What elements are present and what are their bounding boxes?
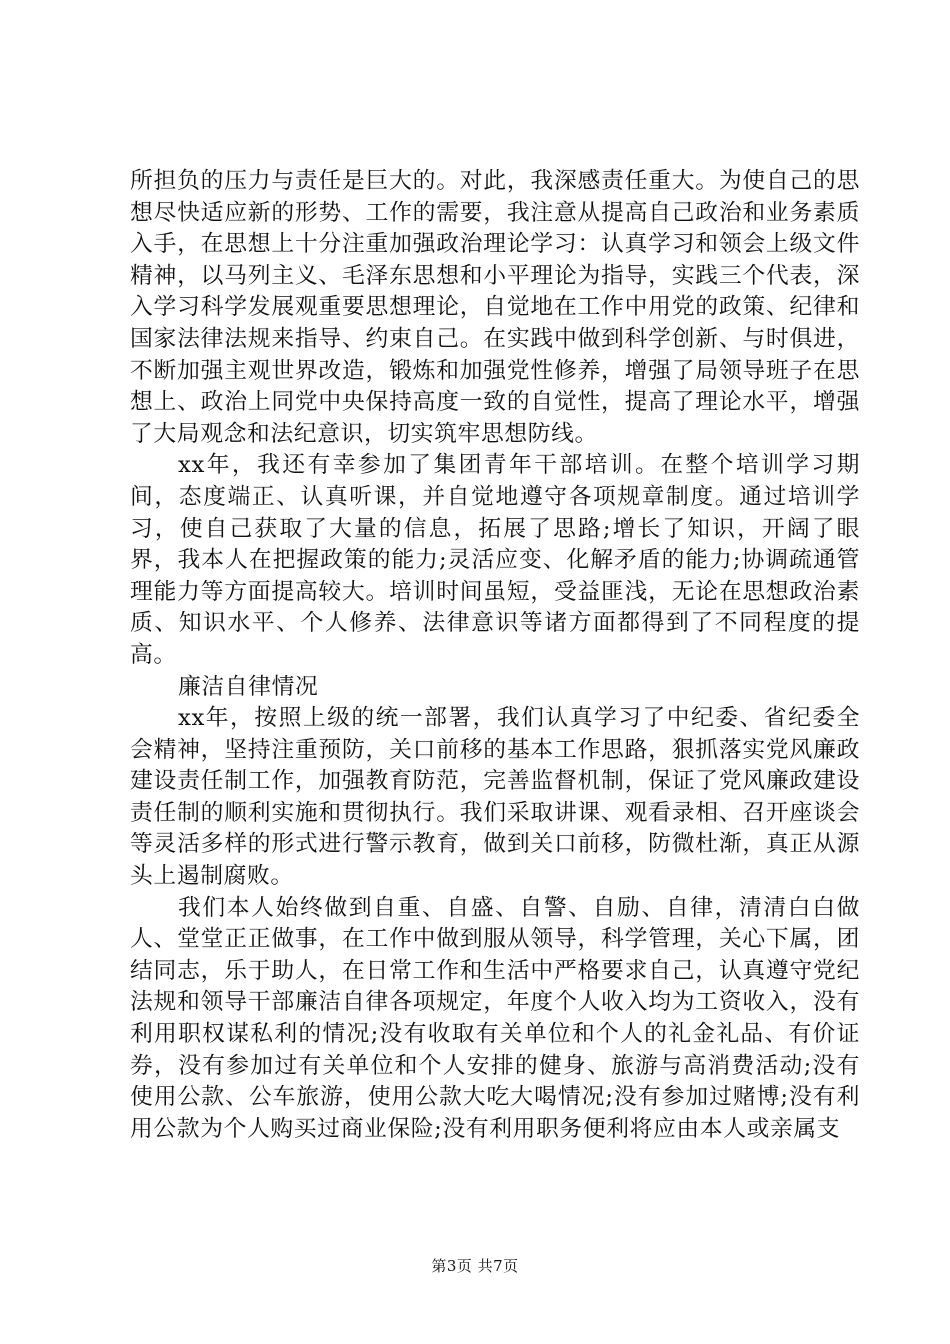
paragraph-1: 所担负的压力与责任是巨大的。对此，我深感责任重大。为使自己的思想尽快适应新的形势、工作的需要，我注意从提高自己政治和业务素质入手，在思想上十分注重加强政治理论学习：认真学习和领会上级文件精神，以马列主义、毛泽东思想和小平理论为指导，实践三个代表，深入学习科学发展观重要思想理论，自觉地在工作中用党的政策、纪律和国家法律法规来指导、约束自己。在实践中做到科学创新、与时俱进，不断加强主观世界改造，锻炼和加强党性修养，增强了局领导班子在思想上、政治上同党中央保持高度一致的自觉性，提高了理论水平，增强了大局观念和法纪意识，切实筑牢思想防线。 bbox=[130, 168, 860, 447]
section-heading: 廉洁自律情况 bbox=[178, 673, 319, 700]
document-body bbox=[130, 166, 860, 1145]
paragraph-4: 我们本人始终做到自重、自盛、自警、自励、自律，清清白白做人、堂堂正正做事，在工作中做到服从领导，科学管理，关心下属，团结同志，乐于助人，在日常工作和生活中严格要求自己，认真遵守党纪法规和领导干部廉洁自律各项规定，年度个人收入均为工资收入，没有利用职权谋私利的情况;没有收取有关单位和个人的礼金礼品、有价证券，没有参加过有关单位和个人安排的健身、旅游与高消费活动;没有使用公款、公车旅游，使用公款大吃大喝情况;没有参加过赌博;没有利用公款为个人购买过商业保险;没有利用职务便利将应由本人或亲属支 bbox=[130, 894, 860, 1142]
paragraph-2: xx年，我还有幸参加了集团青年干部培训。在整个培训学习期间，态度端正、认真听课，并自觉地遵守各项规章制度。通过培训学习，使自己获取了大量的信息，拓展了思路;增长了知识，开阔了眼界，我本人在把握政策的能力;灵活应变、化解矛盾的能力;协调疏通管理能力等方面提高较大。培训时间虽短，受益匪浅，无论在思想政治素质、知识水平、个人修养、法律意识等诸方面都得到了不同程度的提高。 bbox=[130, 452, 860, 668]
page-number-footer: 第3页 共7页 bbox=[431, 1257, 519, 1275]
paragraph-3: xx年，按照上级的统一部署，我们认真学习了中纪委、省纪委全会精神，坚持注重预防，关口前移的基本工作思路，狠抓落实党风廉政建设责任制工作，加强教育防范，完善监督机制，保证了党风廉政建设责任制的顺利实施和贯彻执行。我们采取讲课、观看录相、召开座谈会等灵活多样的形式进行警示教育，做到关口前移，防微杜渐，真正从源头上遏制腐败。 bbox=[130, 705, 860, 890]
